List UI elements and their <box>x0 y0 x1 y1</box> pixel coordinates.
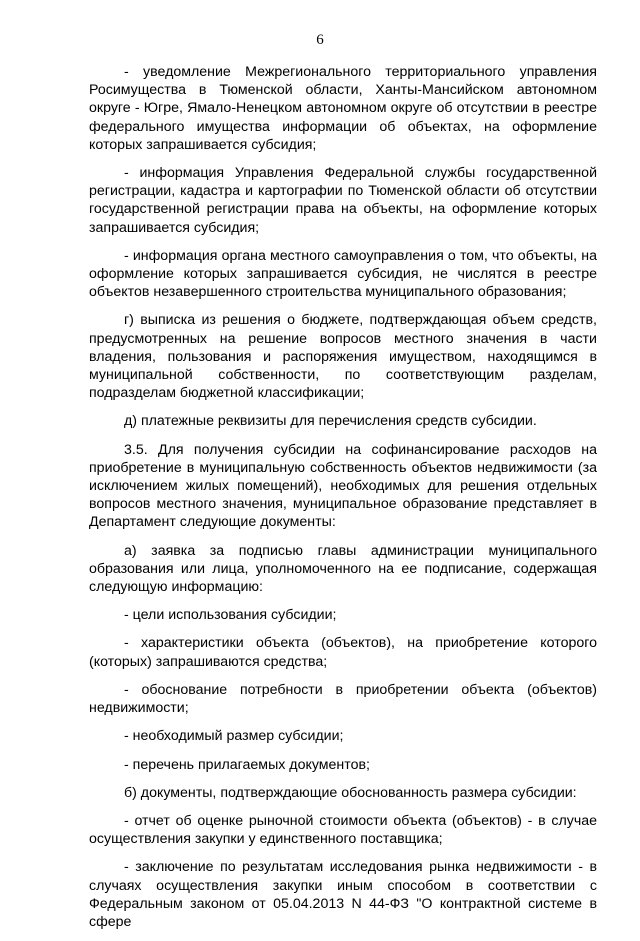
paragraph: а) заявка за подписью главы администрации муниципального образования или лица, уполномоченного на ее подписание, содержащая следующую информацию: <box>89 542 597 596</box>
paragraph: - обоснование потребности в приобретении объекта (объектов) недвижимости; <box>89 681 597 717</box>
paragraph: 3.5. Для получения субсидии на софинансирование расходов на приобретение в муниципальную собственность объектов недвижимости (за исключением жилых помещений), необходимых для решения отдельных вопросов местного значения, муниципальное образование представляет в Департамент следующие документы: <box>89 441 597 531</box>
paragraph: г) выписка из решения о бюджете, подтверждающая объем средств, предусмотренных на решение вопросов местного значения в части владения, пользования и распоряжения имуществом, находящимся в муниципальной собственности, по соответствующим разделам, подразделам бюджетной классификации; <box>89 312 597 402</box>
paragraph: - характеристики объекта (объектов), на приобретение которого (которых) запрашиваются средства; <box>89 635 597 670</box>
paragraph: - необходимый размер субсидии; <box>124 728 344 745</box>
paragraph: - уведомление Межрегионального территориального управления Росимущества в Тюменской области, Ханты-Мансийском автономном округе - Югре, Ямало-Ненецком автономном округе об отсутствии в реестре федерального имущества информации об объектах, на оформление которых запрашивается субсидия; <box>89 64 597 153</box>
paragraph: - цели использования субсидии; <box>124 607 337 624</box>
paragraph: д) платежные реквизиты для перечисления средств субсидии. <box>124 413 537 430</box>
paragraph: - перечень прилагаемых документов; <box>124 756 370 773</box>
paragraph: - отчет об оценке рыночной стоимости объекта (объектов) - в случае осуществления закупки у единственного поставщика; <box>89 812 597 848</box>
page-number: 6 <box>316 32 324 48</box>
paragraph: - заключение по результатам исследования рынка недвижимости - в случаях осуществления закупки иным способом в соответствии с Федеральным законом от 05.04.2013 N 44-ФЗ "О контрактной системе в сфере <box>89 859 597 930</box>
document-body <box>89 63 597 941</box>
paragraph: б) документы, подтверждающие обоснованность размера субсидии: <box>124 784 577 801</box>
paragraph: - информация органа местного самоуправления о том, что объекты, на оформление которых запрашивается субсидия, не числятся в реестре объектов незавершенного строительства муниципального образования; <box>89 247 597 301</box>
paragraph: - информация Управления Федеральной службы государственной регистрации, кадастра и картографии по Тюменской области об отсутствии государственной регистрации права на объекты, на оформление которых запрашивается субсидия; <box>89 165 597 236</box>
